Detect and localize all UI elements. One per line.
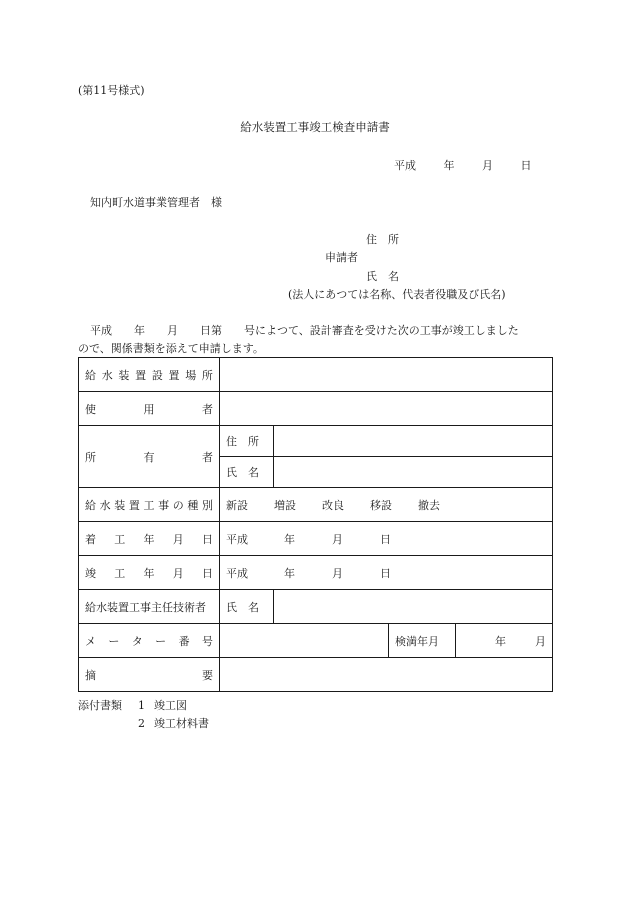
end-date-parts [226,565,546,581]
label-char: 用 [143,402,155,416]
expiry-parts [462,633,546,649]
label-char: 事 [158,498,170,512]
attachment-item [78,715,209,733]
field-end-date[interactable] [220,556,553,590]
label-char: メ [85,634,96,648]
label-char: 年 [143,532,155,546]
date-era: 平成 [394,159,416,172]
end-date-month: 月 [332,566,343,580]
field-user[interactable] [220,392,553,426]
attachment-name: 竣工材料書 [154,717,209,730]
applicant-address-label: 住 所 [366,233,399,246]
paragraph-line-2: ので、関係書類を添えて申請します。 [78,342,264,355]
work-type-remove[interactable]: 撤去 [418,498,440,512]
date-month: 月 [482,159,493,172]
label-char: 水 [101,368,113,382]
date-year: 年 [443,159,455,172]
label-char: 者 [202,402,213,416]
start-date-month: 月 [332,532,343,546]
end-date-day: 日 [380,566,391,580]
start-date-era: 平成 [226,532,248,546]
field-chief-name[interactable] [274,590,553,624]
label-remarks-text [85,667,213,683]
label-char: 装 [114,498,126,512]
field-owner-name[interactable] [274,457,553,488]
label-char: ー [108,634,120,648]
label-char: 置 [168,368,180,382]
submission-date [394,157,532,173]
label-chief-engineer: 給水装置工事主任技術者 [79,590,220,624]
label-char: 所 [201,368,213,382]
attachment-number: 2 [138,717,145,730]
label-char: 工 [143,498,155,512]
work-type-expand[interactable]: 増設 [274,498,296,512]
label-start-date [79,522,220,556]
label-char: 給 [85,368,96,382]
label-char: 有 [143,450,155,464]
work-type-options [226,497,546,513]
label-char: 種 [187,498,199,512]
label-meter-no [79,624,220,658]
application-table [78,357,553,692]
label-char: 月 [172,566,184,580]
row-remarks [79,658,553,692]
label-char: 者 [202,450,213,464]
label-char: 月 [172,532,184,546]
label-meter-no-text [85,633,213,649]
label-owner-name: 氏 名 [220,457,274,488]
label-owner [79,426,220,488]
label-char: の [172,498,184,512]
label-work-type-text [85,497,213,513]
attachment-number: 1 [138,699,145,712]
label-char: 摘 [85,668,96,682]
label-char: 水 [99,498,111,512]
label-char: 工 [114,532,126,546]
label-char: 号 [201,634,213,648]
row-owner-address [79,426,553,457]
label-char: 設 [151,368,163,382]
work-type-relocate[interactable]: 移設 [370,498,392,512]
form-number: (第11号様式) [78,84,145,97]
label-location [79,358,220,392]
label-end-date-text [85,565,213,581]
start-date-year: 年 [284,532,295,546]
label-char: 置 [128,498,140,512]
work-type-new[interactable]: 新設 [226,498,248,512]
label-char: 給 [85,498,96,512]
field-location[interactable] [220,358,553,392]
field-meter-no[interactable] [220,624,389,658]
label-char: 年 [143,566,155,580]
label-char: 装 [118,368,130,382]
applicant-note: (法人にあつては名称、代表者役職及び氏名) [288,288,506,301]
start-date-parts [226,531,546,547]
row-work-type [79,488,553,522]
row-start-date [79,522,553,556]
label-remarks [79,658,220,692]
document-title: 給水装置工事竣工検査申請書 [240,120,390,134]
attachments [78,697,209,733]
field-expiry[interactable] [456,624,553,658]
work-type-improve[interactable]: 改良 [322,498,344,512]
label-end-date [79,556,220,590]
label-work-type [79,488,220,522]
row-end-date [79,556,553,590]
label-user [79,392,220,426]
label-char: 要 [202,668,213,682]
label-char: タ [131,634,143,648]
label-expiry: 検満年月 [389,624,456,658]
applicant-label: 申請者 [325,251,358,264]
label-char: 着 [85,532,96,546]
label-char: 置 [135,368,147,382]
label-start-date-text [85,531,213,547]
label-char: 所 [85,450,96,464]
attachments-label: 添付書類 [78,699,122,712]
attachment-item [78,697,209,715]
label-user-text [85,401,213,417]
expiry-year: 年 [495,634,506,648]
label-char: 工 [114,566,126,580]
label-char: 竣 [85,566,96,580]
start-date-day: 日 [380,532,391,546]
row-meter [79,624,553,658]
row-chief-engineer [79,590,553,624]
label-owner-address: 住 所 [220,426,274,457]
label-char: 場 [185,368,197,382]
field-remarks[interactable] [220,658,553,692]
application-paragraph [78,322,558,358]
label-location-text [85,367,213,383]
label-owner-text [85,449,213,465]
addressee: 知内町水道事業管理者 様 [90,196,222,209]
end-date-year: 年 [284,566,295,580]
label-char: ー [155,634,167,648]
label-char: 日 [202,532,213,546]
date-day: 日 [520,159,532,172]
label-chief-name: 氏 名 [220,590,274,624]
label-char: 使 [85,402,96,416]
attachment-name: 竣工図 [154,699,187,712]
label-char: 番 [178,634,190,648]
applicant-name-label: 氏 名 [366,270,399,283]
field-work-type [220,488,553,522]
label-char: 別 [202,498,213,512]
field-owner-address[interactable] [274,426,553,457]
row-user [79,392,553,426]
row-location [79,358,553,392]
paragraph-line-1: 平成 年 月 日第 号によつて、設計審査を受けた次の工事が竣工しました [90,324,519,337]
field-start-date[interactable] [220,522,553,556]
expiry-month: 月 [535,634,546,648]
end-date-era: 平成 [226,566,248,580]
label-char: 日 [202,566,213,580]
